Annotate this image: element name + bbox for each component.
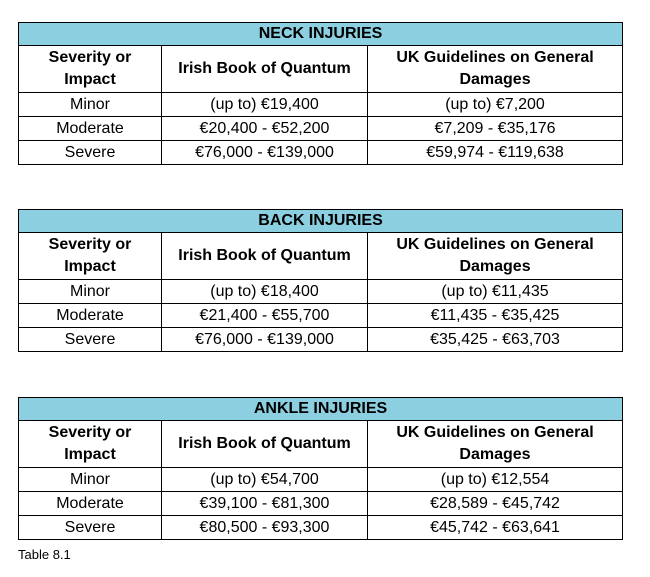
- table-row: [19, 117, 623, 141]
- table-row: [19, 492, 623, 516]
- uk-value-cell: (up to) €7,200: [368, 93, 623, 117]
- irish-value-cell: €20,400 - €52,200: [162, 117, 368, 141]
- severity-cell: Moderate: [19, 492, 162, 516]
- severity-cell: Minor: [19, 468, 162, 492]
- table-row: [19, 280, 623, 304]
- uk-value-cell: €28,589 - €45,742: [368, 492, 623, 516]
- uk-value-cell: (up to) €12,554: [368, 468, 623, 492]
- table-caption: Table 8.1: [18, 547, 71, 562]
- table-row: [19, 468, 623, 492]
- severity-cell: Severe: [19, 141, 162, 165]
- column-header-severity: Severity or Impact: [19, 46, 162, 93]
- uk-value-cell: €7,209 - €35,176: [368, 117, 623, 141]
- table-title: BACK INJURIES: [19, 210, 623, 233]
- table-row: [19, 328, 623, 352]
- irish-value-cell: €21,400 - €55,700: [162, 304, 368, 328]
- table-title: ANKLE INJURIES: [19, 398, 623, 421]
- table-title-row: [19, 210, 623, 233]
- table-title-row: [19, 23, 623, 46]
- uk-value-cell: €59,974 - €119,638: [368, 141, 623, 165]
- severity-cell: Minor: [19, 93, 162, 117]
- table-row: [19, 141, 623, 165]
- ankle-injuries-table: [18, 397, 623, 540]
- table-header-row: [19, 46, 623, 93]
- severity-cell: Moderate: [19, 304, 162, 328]
- severity-cell: Severe: [19, 516, 162, 540]
- column-header-irish-book: Irish Book of Quantum: [162, 46, 368, 93]
- severity-cell: Minor: [19, 280, 162, 304]
- irish-value-cell: (up to) €18,400: [162, 280, 368, 304]
- column-header-uk-guidelines: UK Guidelines on General Damages: [368, 46, 623, 93]
- table-title: NECK INJURIES: [19, 23, 623, 46]
- uk-value-cell: €11,435 - €35,425: [368, 304, 623, 328]
- irish-value-cell: €76,000 - €139,000: [162, 141, 368, 165]
- uk-value-cell: €35,425 - €63,703: [368, 328, 623, 352]
- column-header-severity: Severity or Impact: [19, 421, 162, 468]
- uk-value-cell: €45,742 - €63,641: [368, 516, 623, 540]
- table-title-row: [19, 398, 623, 421]
- severity-cell: Severe: [19, 328, 162, 352]
- irish-value-cell: €80,500 - €93,300: [162, 516, 368, 540]
- column-header-irish-book: Irish Book of Quantum: [162, 233, 368, 280]
- column-header-severity: Severity or Impact: [19, 233, 162, 280]
- table-row: [19, 516, 623, 540]
- column-header-uk-guidelines: UK Guidelines on General Damages: [368, 421, 623, 468]
- back-injuries-table: [18, 209, 623, 352]
- irish-value-cell: €76,000 - €139,000: [162, 328, 368, 352]
- column-header-uk-guidelines: UK Guidelines on General Damages: [368, 233, 623, 280]
- table-header-row: [19, 233, 623, 280]
- table-row: [19, 304, 623, 328]
- neck-injuries-table: [18, 22, 623, 165]
- irish-value-cell: (up to) €19,400: [162, 93, 368, 117]
- irish-value-cell: (up to) €54,700: [162, 468, 368, 492]
- severity-cell: Moderate: [19, 117, 162, 141]
- table-row: [19, 93, 623, 117]
- irish-value-cell: €39,100 - €81,300: [162, 492, 368, 516]
- column-header-irish-book: Irish Book of Quantum: [162, 421, 368, 468]
- uk-value-cell: (up to) €11,435: [368, 280, 623, 304]
- table-header-row: [19, 421, 623, 468]
